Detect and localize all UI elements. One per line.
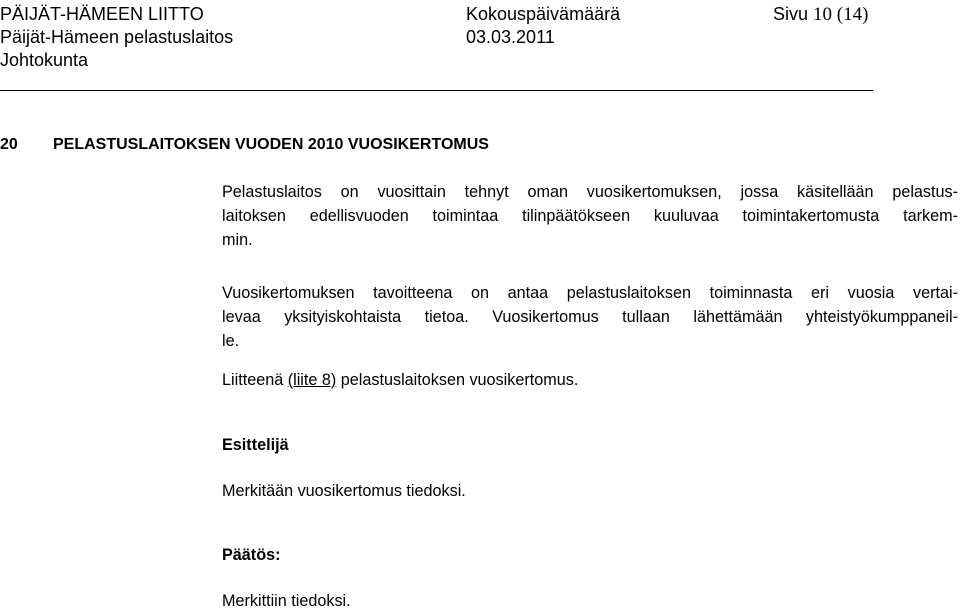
section-title: PELASTUSLAITOKSEN VUODEN 2010 VUOSIKERTOMUS <box>53 136 489 153</box>
decision-heading: Päätös: <box>222 546 281 564</box>
paragraph-1-line-3: min. <box>222 231 253 249</box>
attachment-link[interactable]: (liite 8) <box>287 371 337 389</box>
section-heading <box>0 136 489 154</box>
header-divider <box>0 90 873 91</box>
decision-text: Merkittiin tiedoksi. <box>222 592 351 610</box>
unit-name: Päijät-Hämeen pelastuslaitos <box>0 27 234 47</box>
paragraph-2-line-3: le. <box>222 332 240 350</box>
meeting-date-value: 03.03.2011 <box>466 27 555 47</box>
presenter-heading: Esittelijä <box>222 436 289 454</box>
paragraph-2-line-2: levaa yksityiskohtaista tietoa. Vuosikertomus tullaan lähettämään yhteistyökumppaneil- <box>222 308 958 326</box>
presenter-text: Merkitään vuosikertomus tiedoksi. <box>222 482 466 500</box>
page-indicator <box>773 4 868 25</box>
paragraph-1-line-1: Pelastuslaitos on vuosittain tehnyt oman vuosikertomuksen, jossa käsitellään pelastus- <box>222 183 958 201</box>
attachment-prefix: Liitteenä <box>222 371 284 389</box>
page-value: 10 (14) <box>813 4 869 25</box>
paragraph-2-line-1: Vuosikertomuksen tavoitteena on antaa pelastuslaitoksen toiminnasta eri vuosia vertai- <box>222 284 958 302</box>
page-label: Sivu <box>773 4 809 24</box>
meeting-date-label: Kokouspäivämäärä <box>466 4 621 24</box>
paragraph-1-line-2: laitoksen edellisvuoden toimintaa tilinpäätökseen kuuluvaa toimintakertomusta tarkem- <box>222 207 958 225</box>
paragraph-2 <box>222 281 958 353</box>
org-name: PÄIJÄT-HÄMEEN LIITTO <box>0 4 204 24</box>
attachment-suffix: pelastuslaitoksen vuosikertomus. <box>340 371 579 389</box>
section-number: 20 <box>0 136 18 153</box>
attachment-line <box>222 368 958 392</box>
paragraph-1 <box>222 180 958 252</box>
body-name: Johtokunta <box>0 50 89 70</box>
